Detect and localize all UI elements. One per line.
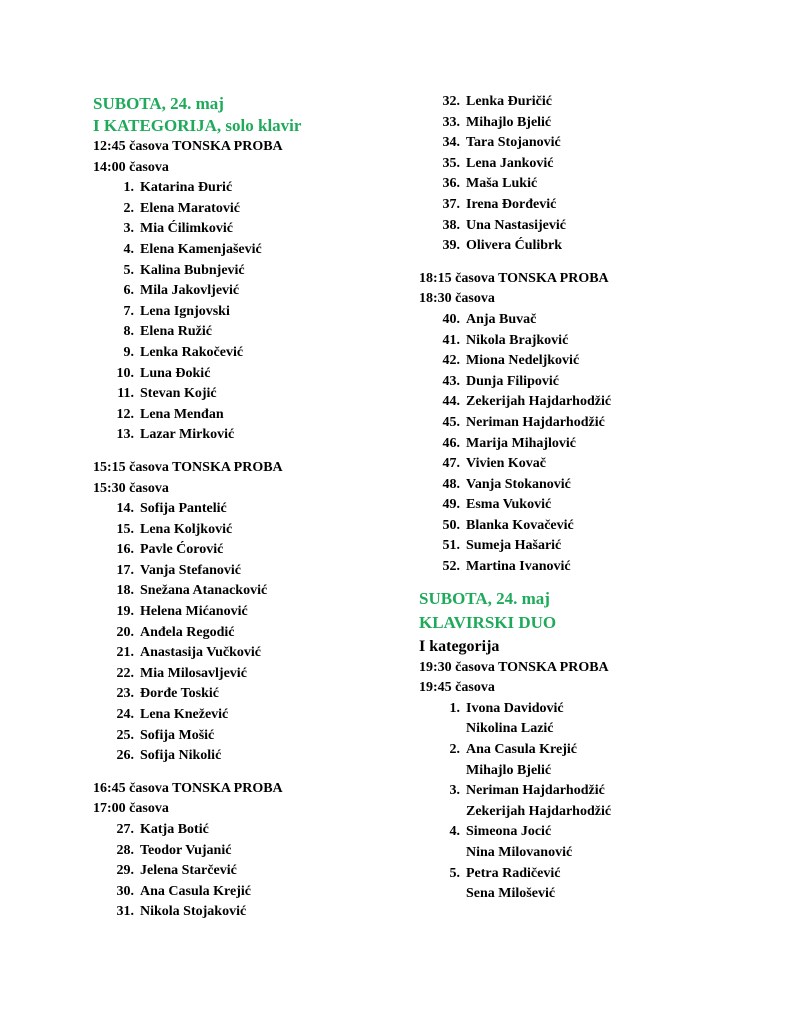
item-number: 10.: [116, 365, 134, 381]
performer-name: Esma Vuković: [466, 497, 552, 513]
performer-name: Tara Stojanović: [466, 135, 561, 151]
item-number: 39.: [442, 238, 460, 254]
list-item: [419, 454, 719, 475]
list-item: [419, 516, 719, 537]
performer-name: Lena Janković: [466, 155, 554, 171]
performer-name: Katja Botić: [140, 822, 209, 837]
performer-name: Martina Ivanović: [466, 559, 571, 575]
item-number: 50.: [442, 517, 460, 533]
schedule-blocks: [93, 137, 393, 923]
right-column: [419, 92, 719, 905]
performer-name: Dunja Filipović: [466, 373, 559, 389]
performer-name-partner: Nikolina Lazić: [466, 721, 554, 737]
sound-check-time: 15:15 časova TONSKA PROBA: [93, 459, 283, 475]
performer-name: Una Nastasijević: [466, 217, 566, 233]
section-heading-date: SUBOTA, 24. maj: [93, 94, 224, 113]
list-item: [419, 195, 719, 216]
item-number: 6.: [123, 283, 134, 299]
duo-pair: [419, 822, 719, 843]
performer-name: Mia Milosavljević: [140, 665, 247, 681]
duo-pairs-list: [419, 699, 719, 905]
duo-pair: [419, 740, 719, 761]
list-item: [93, 281, 393, 302]
item-number: 32.: [442, 94, 460, 109]
spacer: [419, 578, 719, 588]
item-number: 19.: [116, 604, 134, 620]
item-number: 25.: [116, 727, 134, 743]
list-item: [419, 236, 719, 257]
performer-name: Nikola Brajković: [466, 332, 569, 348]
item-number: 11.: [117, 386, 134, 402]
performer-name: Zekerijah Hajdarhodžić: [466, 394, 612, 410]
performer-name: Ana Casula Krejić: [466, 742, 577, 758]
performer-name: Lazar Mirković: [140, 427, 235, 443]
duo-heading-title: KLAVIRSKI DUO: [419, 612, 557, 632]
item-number: 1.: [123, 180, 134, 196]
performer-name: Pavle Ćorović: [140, 542, 224, 558]
sound-check-time: 12:45 časova TONSKA PROBA: [93, 139, 283, 154]
item-number: 16.: [116, 542, 134, 558]
item-number: 27.: [116, 822, 134, 837]
continued-list: [419, 92, 719, 257]
item-number: 5.: [123, 262, 134, 278]
performer-name: Lena Knežević: [140, 707, 229, 723]
item-number: 13.: [116, 427, 134, 443]
performer-name: Irena Đorđević: [466, 196, 557, 212]
left-column: [93, 93, 393, 923]
start-time: 18:30 časova: [419, 291, 495, 307]
performer-name-partner: Zekerijah Hajdarhodžić: [466, 803, 612, 819]
item-number: 38.: [442, 217, 460, 233]
performer-name: Neriman Hajdarhodžić: [466, 783, 605, 799]
item-number: 2.: [123, 200, 134, 216]
performer-name: Vanja Stefanović: [140, 562, 241, 578]
item-number: 28.: [116, 842, 134, 858]
list-item: [93, 199, 393, 220]
list-item: [419, 475, 719, 496]
item-number: 20.: [116, 624, 134, 640]
list-item: [93, 540, 393, 561]
duo-pair: [419, 781, 719, 802]
sound-check-time: 16:45 časova TONSKA PROBA: [93, 780, 283, 796]
list-item: [419, 392, 719, 413]
item-number: 2.: [449, 742, 460, 758]
performer-name: Elena Maratović: [140, 200, 240, 216]
list-item: [93, 820, 393, 841]
list-item: [93, 684, 393, 705]
item-number: 42.: [442, 353, 460, 369]
list-item: [419, 495, 719, 516]
item-number: 8.: [123, 324, 134, 340]
list-item: [419, 133, 719, 154]
list-item: [419, 557, 719, 578]
list-item: [93, 178, 393, 199]
item-number: 48.: [442, 476, 460, 492]
performer-name: Anastasija Vučković: [140, 645, 261, 661]
item-number: 4.: [449, 824, 460, 840]
start-time: 14:00 časova: [93, 159, 169, 175]
item-number: 36.: [442, 176, 460, 192]
list-item: [93, 861, 393, 882]
spacer: [419, 257, 719, 269]
list-item: [419, 434, 719, 455]
performer-name: Maša Lukić: [466, 176, 538, 192]
performer-name: Sofija Mošić: [140, 727, 215, 743]
list-item: [419, 216, 719, 237]
list-item: [93, 623, 393, 644]
performer-name: Olivera Ćulibrk: [466, 238, 563, 254]
list-item: [93, 343, 393, 364]
performer-name: Sofija Nikolić: [140, 748, 222, 764]
item-number: 3.: [449, 783, 460, 799]
item-number: 3.: [123, 221, 134, 237]
list-item: [419, 413, 719, 434]
performer-name: Jelena Starčević: [140, 863, 237, 879]
performer-name: Lenka Đuričić: [466, 94, 552, 109]
start-time: 17:00 časova: [93, 801, 169, 817]
list-item: [93, 902, 393, 923]
item-number: 49.: [442, 497, 460, 513]
list-item: [93, 384, 393, 405]
list-item: [93, 302, 393, 323]
section-heading-category: I KATEGORIJA, solo klavir: [93, 116, 302, 135]
item-number: 47.: [442, 456, 460, 472]
list-item: [93, 581, 393, 602]
list-item: [419, 372, 719, 393]
list-item: [93, 882, 393, 903]
list-item: [93, 240, 393, 261]
performer-name: Vivien Kovač: [466, 456, 546, 472]
item-number: 46.: [442, 435, 460, 451]
performer-name: Ana Casula Krejić: [140, 883, 251, 899]
item-number: 17.: [116, 562, 134, 578]
item-number: 31.: [116, 904, 134, 920]
performer-name: Petra Radičević: [466, 865, 561, 881]
list-item: [93, 322, 393, 343]
item-number: 52.: [442, 559, 460, 575]
item-number: 15.: [116, 521, 134, 537]
item-number: 44.: [442, 394, 460, 410]
performer-name: Stevan Kojić: [140, 386, 217, 402]
performer-name: Kalina Bubnjević: [140, 262, 245, 278]
list-item: [93, 726, 393, 747]
item-number: 7.: [123, 303, 134, 319]
performer-name-partner: Sena Milošević: [466, 886, 556, 902]
duo-sound-check-time: 19:30 časova TONSKA PROBA: [419, 659, 609, 675]
list-item: [93, 841, 393, 862]
performer-name: Lena Koljković: [140, 521, 233, 537]
list-item: [93, 705, 393, 726]
list-item: [93, 499, 393, 520]
item-number: 37.: [442, 196, 460, 212]
performer-name: Mila Jakovljević: [140, 283, 240, 299]
item-number: 29.: [116, 863, 134, 879]
performer-name: Elena Ružić: [140, 324, 212, 340]
performer-name: Ivona Davidović: [466, 700, 564, 716]
performer-name: Elena Kamenjašević: [140, 241, 262, 257]
performer-name: Teodor Vujanić: [140, 842, 232, 858]
spacer: [93, 767, 393, 779]
performer-name: Blanka Kovačević: [466, 517, 574, 533]
performer-name: Lena Menđan: [140, 406, 224, 422]
item-number: 12.: [116, 406, 134, 422]
list-item: [419, 92, 719, 113]
item-number: 45.: [442, 414, 460, 430]
list-item: [419, 331, 719, 352]
list-item: [93, 602, 393, 623]
performer-list: [419, 310, 719, 578]
performer-name: Katarina Đurić: [140, 180, 233, 196]
list-item: [93, 219, 393, 240]
performer-name-partner: Nina Milovanović: [466, 845, 573, 860]
sound-check-time: 18:15 časova TONSKA PROBA: [419, 270, 609, 286]
performer-name: Neriman Hajdarhodžić: [466, 414, 605, 430]
item-number: 24.: [116, 707, 134, 723]
item-number: 35.: [442, 155, 460, 171]
list-item: [419, 174, 719, 195]
item-number: 18.: [116, 583, 134, 599]
item-number: 21.: [116, 645, 134, 661]
start-time: 15:30 časova: [93, 480, 169, 496]
duo-category: I kategorija: [419, 637, 500, 655]
list-item: [93, 664, 393, 685]
performer-name: Helena Mićanović: [140, 604, 248, 620]
item-number: 41.: [442, 332, 460, 348]
duo-pair: [419, 864, 719, 885]
item-number: 30.: [116, 883, 134, 899]
list-item: [93, 261, 393, 282]
performer-name: Sumeja Hašarić: [466, 538, 562, 554]
performer-name: Anđela Regodić: [140, 624, 235, 640]
performer-name: Miona Nedeljković: [466, 353, 580, 369]
performer-name: Mia Ćilimković: [140, 221, 233, 237]
item-number: 26.: [116, 748, 134, 764]
item-number: 23.: [116, 686, 134, 702]
performer-name: Simeona Jocić: [466, 824, 552, 840]
duo-heading-date: SUBOTA, 24. maj: [419, 588, 550, 608]
performer-name: Nikola Stojaković: [140, 904, 247, 920]
list-item: [93, 643, 393, 664]
duo-pair: [419, 699, 719, 720]
list-item: [419, 351, 719, 372]
performer-name-partner: Mihajlo Bjelić: [466, 762, 552, 778]
item-number: 33.: [442, 114, 460, 130]
performer-name: Mihajlo Bjelić: [466, 114, 552, 130]
performer-name: Lenka Rakočević: [140, 344, 244, 360]
list-item: [93, 520, 393, 541]
item-number: 9.: [123, 344, 134, 360]
duo-start-time: 19:45 časova: [419, 680, 495, 696]
performer-name: Luna Đokić: [140, 365, 211, 381]
list-item: [93, 364, 393, 385]
item-number: 40.: [442, 311, 460, 327]
item-number: 4.: [123, 241, 134, 257]
item-number: 5.: [449, 865, 460, 881]
performer-name: Đorđe Toskić: [140, 686, 219, 702]
performer-name: Vanja Stokanović: [466, 476, 571, 492]
item-number: 51.: [442, 538, 460, 554]
item-number: 22.: [116, 665, 134, 681]
performer-name: Marija Mihajlović: [466, 435, 577, 451]
list-item: [93, 746, 393, 767]
performer-name: Snežana Atanacković: [140, 583, 268, 599]
item-number: 14.: [116, 501, 134, 517]
spacer: [93, 446, 393, 458]
list-item: [419, 310, 719, 331]
list-item: [419, 536, 719, 557]
performer-name: Sofija Pantelić: [140, 501, 227, 517]
list-item: [419, 113, 719, 134]
list-item: [419, 154, 719, 175]
item-number: 43.: [442, 373, 460, 389]
performer-name: Anja Buvač: [466, 311, 537, 327]
performer-name: Lena Ignjovski: [140, 303, 230, 319]
item-number: 34.: [442, 135, 460, 151]
list-item: [93, 405, 393, 426]
list-item: [93, 561, 393, 582]
item-number: 1.: [449, 700, 460, 716]
list-item: [93, 425, 393, 446]
